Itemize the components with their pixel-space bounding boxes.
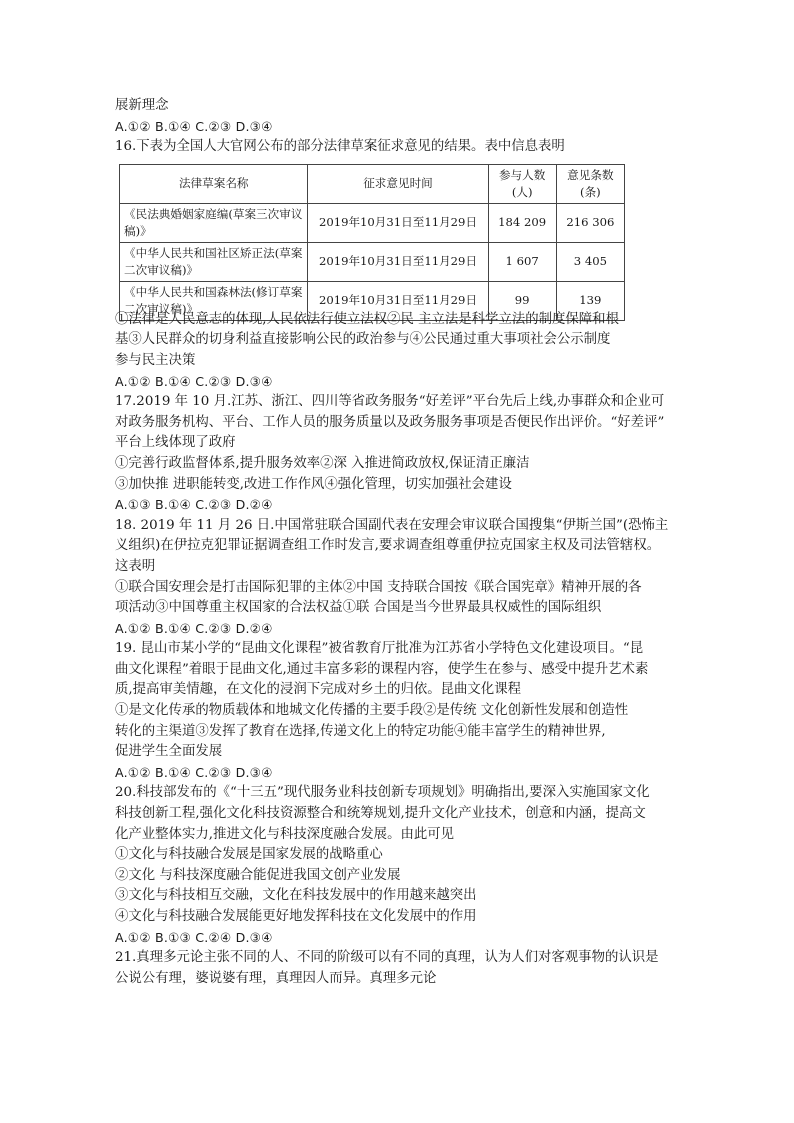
text-line: 转化的主渠道③发挥了教育在选择,传递文化上的特定功能④能丰富学生的精神世界, — [115, 723, 606, 739]
text-line: 展新理念 — [115, 98, 169, 113]
cell-opinions: 3 405 — [556, 242, 624, 281]
text-line: ①完善行政监督体系,提升服务效率②深 入推进简政放权,保证清正廉洁 — [115, 455, 530, 471]
answer-options-line: A.①② B.①④ C.②③ D.③④ — [115, 373, 273, 389]
cell-consult-time: 2019年10月31日至11月29日 — [308, 281, 488, 320]
text-line: 平台上线体现了政府 — [115, 435, 236, 451]
table-header-row — [120, 164, 625, 203]
text-line: ①联合国安理会是打击国际犯罪的主体②中国 支持联合国按《联合国宪章》精神开展的各 — [115, 579, 642, 595]
text-line: 科技创新工程,强化文化科技资源整合和统筹规划,提升文化产业技术，创意和内涵，提高文 — [115, 806, 646, 822]
text-line: 17.2019 年 10 月.江苏、浙江、四川等省政务服务“好差评”平台先后上线,办事群众和企业可 — [115, 394, 665, 410]
text-block-top — [115, 96, 690, 158]
header-law-name: 法律草案名称 — [120, 164, 308, 203]
text-line: 公说公有理，婆说婆有理，真理因人而异。真理多元论 — [115, 970, 437, 986]
text-line: 这表明 — [115, 558, 156, 574]
text-line: 义组织)在伊拉克犯罪证据调查组工作时发言,要求调查组尊重伊拉克国家主权及司法管辖权。 — [115, 538, 661, 554]
text-line: ①是文化传承的物质载体和地城文化传播的主要手段②是传统 文化创新性发展和创造性 — [115, 703, 629, 719]
header-participants: 参与人数(人) — [488, 164, 556, 203]
cell-law-name: 《民法典婚姻家庭编(草案三次审议稿)》 — [120, 203, 308, 242]
text-line: 曲文化课程”着眼于昆曲文化,通过丰富多彩的课程内容，使学生在参与、感受中提升艺术素 — [115, 661, 649, 677]
text-line: ③文化与科技相互交融，文化在科技发展中的作用越来越突出 — [115, 888, 477, 904]
answer-options-line: A.①② B.①④ C.②③ D.③④ — [115, 764, 273, 780]
text-line: ④文化与科技融合发展能更好地发挥科技在文化发展中的作用 — [115, 909, 477, 924]
cell-participants: 1 607 — [488, 242, 556, 281]
text-line: 化产业整体实力,推进文化与科技深度融合发展。由此可见 — [115, 826, 455, 842]
text-line: 质,提高审美情趣，在文化的浸润下完成对乡土的归依。昆曲文化课程 — [115, 682, 521, 698]
answer-options-line: A.①② B.①④ C.②③ D.③④ — [115, 118, 273, 134]
text-line: 参与民主决策 — [115, 352, 196, 368]
text-line: 18. 2019 年 11 月 26 日.中国常驻联合国副代表在安理会审议联合国搜集“伊斯兰国”(恐怖主 — [115, 517, 669, 533]
answer-options-line: A.①③ B.①④ C.②③ D.②④ — [115, 497, 273, 513]
cell-consult-time: 2019年10月31日至11月29日 — [308, 203, 488, 242]
answer-options-line: A.①② B.①③ C.②④ D.③④ — [115, 929, 273, 945]
text-line: 19. 昆山市某小学的“昆曲文化课程”被省教育厅批准为江苏省小学特色文化建设项目。“昆 — [115, 641, 644, 657]
cell-participants: 99 — [488, 281, 556, 320]
cell-opinions: 216 306 — [556, 203, 624, 242]
text-line: 基③人民群众的切身利益直接影响公民的政治参与④公民通过重大事项社会公示制度 — [115, 332, 611, 348]
text-line: 20.科技部发布的《“十三五”现代服务业科技创新专项规划》明确指出,要深入实施国家文化 — [115, 785, 650, 801]
table-row — [120, 242, 625, 281]
text-line: 16.下表为全国人大官网公布的部分法律草案征求意见的结果。表中信息表明 — [115, 139, 565, 155]
answer-options-line: A.①② B.①④ C.②③ D.②④ — [115, 620, 273, 636]
cell-law-name: 《中华人民共和国社区矫正法(草案二次审议稿)》 — [120, 242, 308, 281]
cell-participants: 184 209 — [488, 203, 556, 242]
cell-law-name: 《中华人民共和国森林法(修订草案二次审议稿)》 — [120, 281, 308, 320]
header-opinions: 意见条数(条) — [556, 164, 624, 203]
page-content — [115, 96, 690, 989]
text-line: ①法律是人民意志的体现,人民依法行使立法权②民 主立法是科学立法的制度保障和根 — [115, 311, 619, 327]
cell-opinions: 139 — [556, 281, 624, 320]
law-draft-table — [119, 164, 625, 321]
cell-consult-time: 2019年10月31日至11月29日 — [308, 242, 488, 281]
text-line: 对政务服务机构、平台、工作人员的服务质量以及政务服务事项是否便民作出评价。“好差评” — [115, 414, 665, 430]
header-consult-time: 征求意见时间 — [308, 164, 488, 203]
text-line: ②文化 与科技深度融合能促进我国文创产业发展 — [115, 867, 401, 883]
text-line: 21.真理多元论主张不同的人、不同的阶级可以有不同的真理，认为人们对客观事物的认识是 — [115, 950, 659, 966]
text-line: 项活动③中国尊重主权国家的合法权益①联 合国是当今世界最具权威性的国际组织 — [115, 600, 602, 616]
text-line: ①文化与科技融合发展是国家发展的战略重心 — [115, 847, 383, 863]
table-row — [120, 203, 625, 242]
text-line: ③加快推 进职能转变,改进工作作风④强化管理，切实加强社会建设 — [115, 476, 512, 492]
text-line: 促进学生全面发展 — [115, 744, 223, 760]
text-block-bottom — [115, 310, 690, 990]
law-table-wrapper — [115, 164, 690, 316]
